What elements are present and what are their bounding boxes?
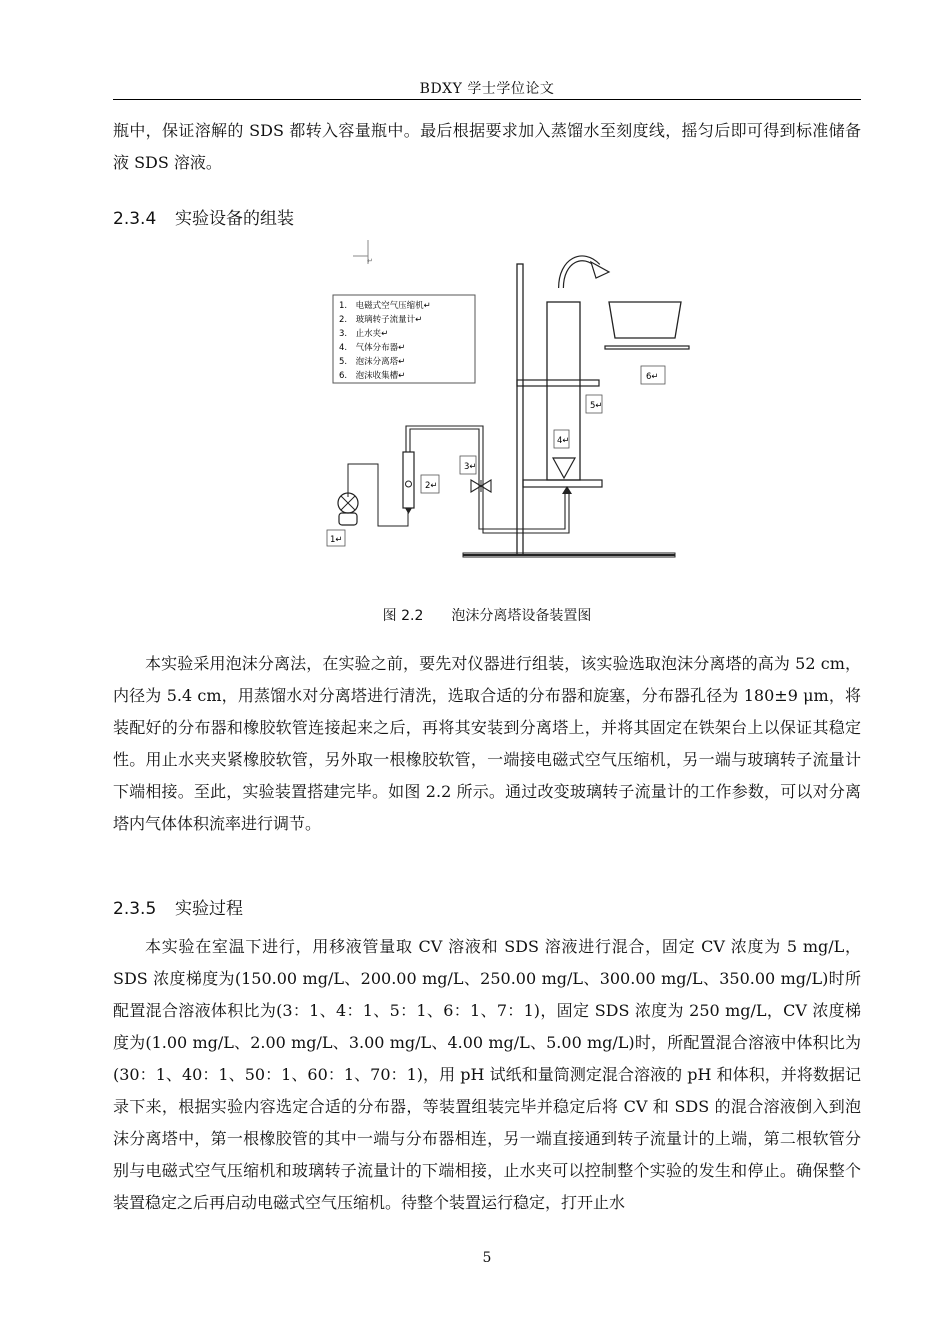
legend-item-2: 2. 玻璃转子流量计↵ [339, 315, 423, 325]
label-4: 4↵ [557, 436, 570, 446]
legend-item-1: 1. 电磁式空气压缩机↵ [339, 301, 431, 311]
legend-item-4: 4. 气体分布器↵ [339, 343, 406, 353]
gas-distributor [553, 458, 575, 478]
paragraph-continuation: 瓶中，保证溶解的 SDS 都转入容量瓶中。最后根据要求加入蒸馏水至刻度线，摇匀后即可得到标准储备液 SDS 溶液。 [113, 121, 861, 172]
edit-mark: ↵ [367, 257, 373, 265]
caption-text: 泡沫分离塔设备装置图 [451, 608, 592, 624]
section-heading-2-3-4 [113, 204, 294, 229]
section-heading-2-3-5 [113, 894, 243, 919]
stand-clamp [517, 380, 599, 386]
label-2: 2↵ [425, 481, 438, 491]
figure-caption [113, 605, 861, 625]
section-title: 实验设备的组装 [175, 209, 294, 229]
paragraph-procedure: 本实验在室温下进行，用移液管量取 CV 溶液和 SDS 溶液进行混合，固定 CV 浓度为 5 mg/L，SDS 浓度梯度为(150.00 mg/L、200.00 mg/L、250.00 mg/L、300.00 mg/L、350.00 mg/L)时所配置混合溶液体积比为(3：1、4：1、5：1、6：1、7：1)，固定 SDS 浓度为 250 mg/L，CV 浓度梯度为(1.00 mg/L、2.00 mg/L、3.00 mg/L、4.00 mg/L、5.00 mg/L)时，所配置混合溶液中体积比为(30：1、40：1、50：1、60：1、70：1)，用 pH 试纸和量筒测定混合溶液的 pH 和体积，并将数据记录下来，根据实验内容选定合适的分布器，等装置组装完毕并稳定后将 CV 和 SDS 的混合溶液倒入到泡沫分离塔中，第一根橡胶管的其中一端与分布器相连，另一端直接通到转子流量计的上端，第二根软管分别与电磁式空气压缩机和玻璃转子流量计的下端相接，止水夹可以控制整个实验的发生和停止。确保整个装置稳定之后再启动电磁式空气压缩机。待整个装置运行稳定，打开止水 [113, 937, 861, 1212]
foam-collection-tank [609, 302, 681, 338]
iron-stand-pole [517, 264, 523, 555]
label-6: 6↵ [646, 372, 659, 382]
legend-item-3: 3. 止水夹↵ [339, 329, 389, 339]
running-header: BDXY 学士学位论文 [419, 81, 555, 97]
paragraph-assembly: 本实验采用泡沫分离法，在实验之前，要先对仪器进行组装，该实验选取泡沫分离塔的高为 52 cm，内径为 5.4 cm，用蒸馏水对分离塔进行清洗，选取合适的分布器和旋塞，分布器孔径为 180±9 μm，将装配好的分布器和橡胶软管连接起来之后，再将其安装到分离塔上，并将其固定在铁架台上以保证其稳定性。用止水夹夹紧橡胶软管，另外取一根橡胶软管，一端接电磁式空气压缩机，另一端与玻璃转子流量计下端相接。至此，实验装置搭建完毕。如图 2.2 所示。通过改变玻璃转子流量计的工作参数，可以对分离塔内气体体积流率进行调节。 [113, 654, 861, 833]
label-5: 5↵ [590, 401, 603, 411]
label-1: 1↵ [330, 535, 343, 545]
label-3: 3↵ [464, 462, 477, 472]
legend [339, 300, 431, 381]
apparatus-diagram [313, 238, 659, 568]
header-rule [113, 99, 861, 100]
section-number: 2.3.4 [113, 209, 157, 229]
legend-item-5: 5. 泡沫分离塔↵ [339, 357, 406, 367]
page-number: 5 [482, 1250, 492, 1266]
section-number: 2.3.5 [113, 899, 157, 919]
foam-separation-column [547, 302, 580, 480]
legend-item-6: 6. 泡沫收集槽↵ [339, 371, 406, 381]
caption-number: 图 2.2 [382, 608, 424, 624]
section-title: 实验过程 [175, 899, 243, 919]
support-platform [523, 480, 602, 487]
glass-rotameter [403, 452, 414, 508]
flow-arrow [591, 262, 609, 278]
